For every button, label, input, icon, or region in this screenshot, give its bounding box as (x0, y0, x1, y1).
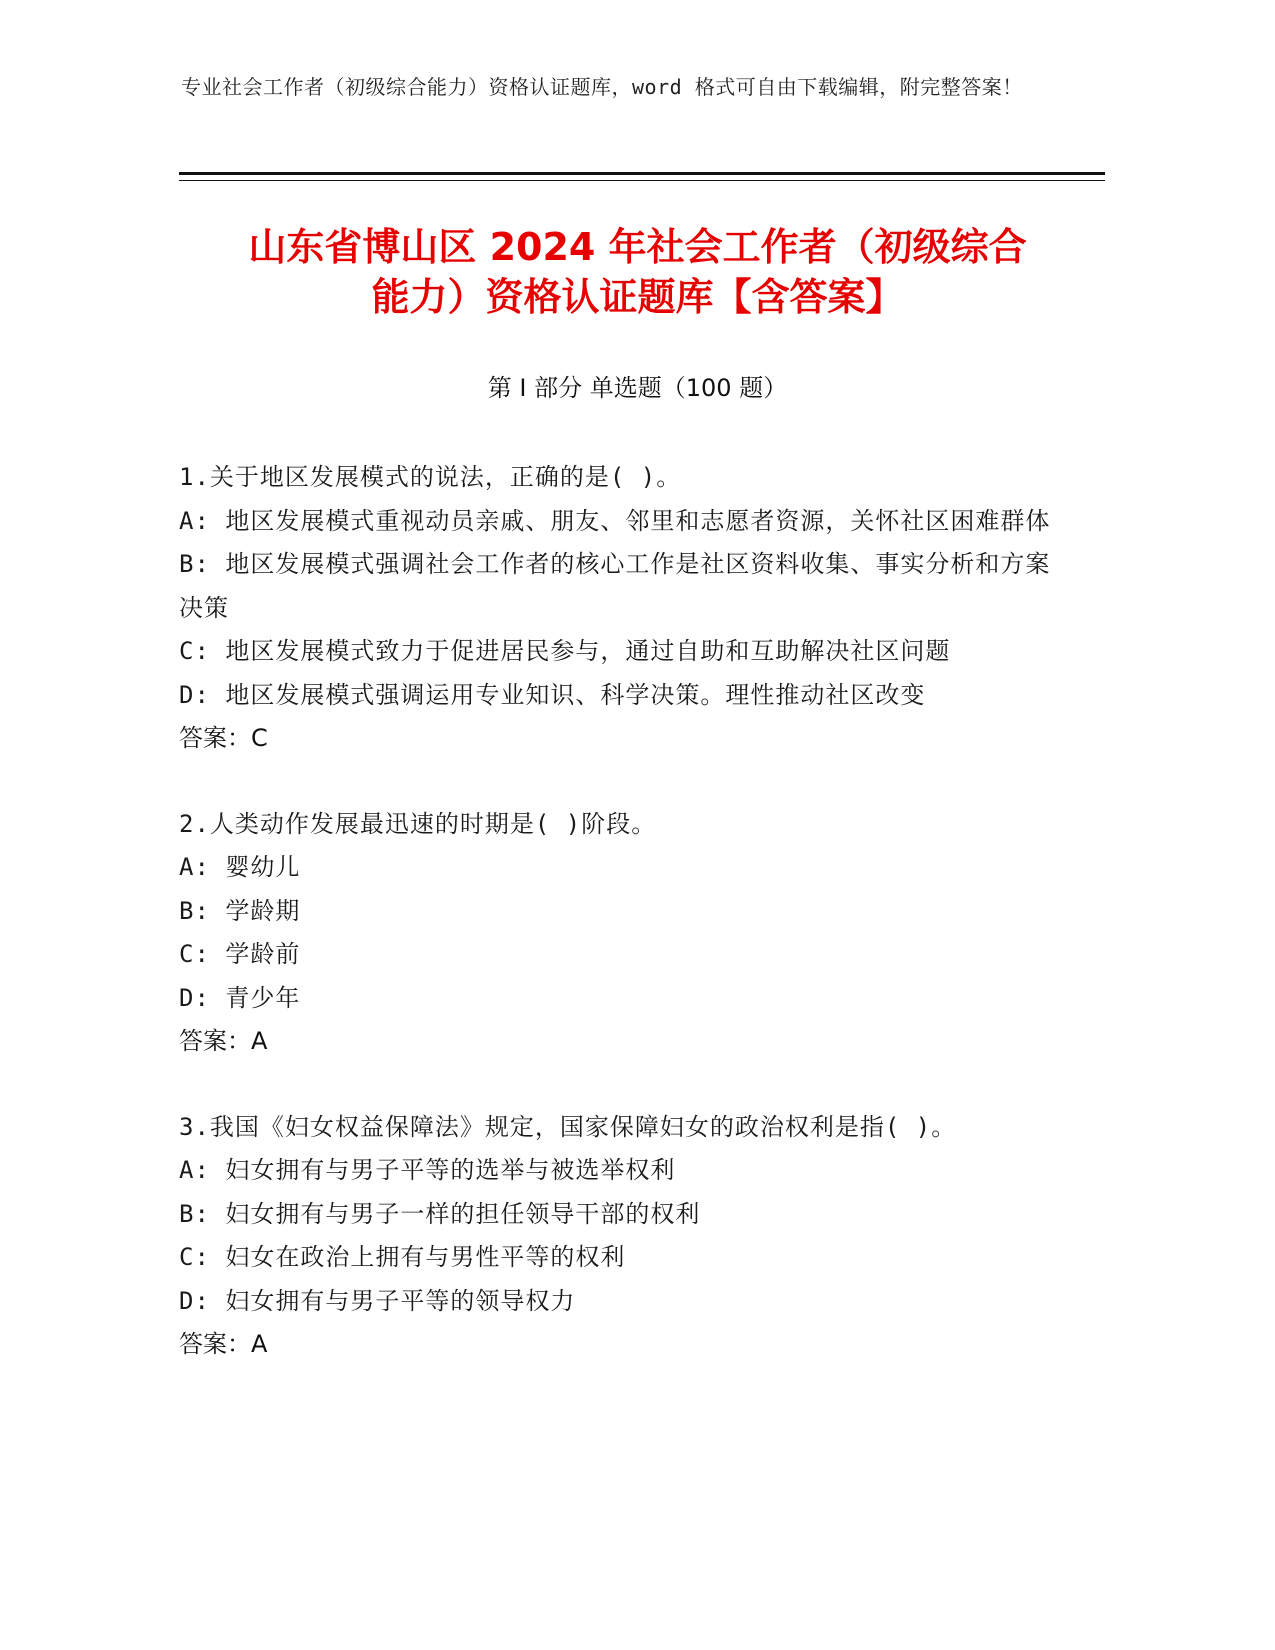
question-stem: 3.我国《妇女权益保障法》规定，国家保障妇女的政治权利是指( )。 (179, 1112, 957, 1141)
option-b: B: 妇女拥有与男子一样的担任领导干部的权利 (179, 1199, 701, 1228)
option-d: D: 青少年 (179, 983, 301, 1012)
header-divider-thin (179, 180, 1105, 181)
question-1 (179, 456, 1059, 761)
question-2 (179, 803, 1059, 1064)
option-c: C: 妇女在政治上拥有与男性平等的权利 (179, 1243, 626, 1271)
document-title-line-2: 能力）资格认证题库【含答案】 (371, 275, 904, 319)
option-c: C: 学龄前 (179, 940, 301, 968)
option-d: D: 地区发展模式强调运用专业知识、科学决策。理性推动社区改变 (179, 680, 926, 709)
question-list (179, 456, 1059, 1409)
answer: 答案：C (179, 724, 268, 752)
option-c: C: 地区发展模式致力于促进居民参与，通过自助和互助解决社区问题 (179, 637, 951, 665)
question-3 (179, 1106, 1059, 1367)
option-a: A: 地区发展模式重视动员亲戚、朋友、邻里和志愿者资源，关怀社区困难群体 (179, 506, 1051, 535)
option-b: B: 地区发展模式强调社会工作者的核心工作是社区资料收集、事实分析和方案决策 (179, 550, 1051, 622)
question-stem: 1.关于地区发展模式的说法，正确的是( )。 (179, 463, 682, 491)
option-d: D: 妇女拥有与男子平等的领导权力 (179, 1286, 576, 1315)
option-a: A: 婴幼儿 (179, 853, 301, 881)
question-stem: 2.人类动作发展最迅速的时期是( )阶段。 (179, 809, 657, 838)
document-title (160, 222, 1115, 322)
document-title-line-1: 山东省博山区 2024 年社会工作者（初级综合 (248, 225, 1027, 269)
answer: 答案：A (179, 1027, 268, 1055)
option-b: B: 学龄期 (179, 896, 301, 925)
answer: 答案：A (179, 1330, 268, 1358)
option-a: A: 妇女拥有与男子平等的选举与被选举权利 (179, 1156, 676, 1184)
header-divider-thick (179, 172, 1105, 175)
section-title: 第 I 部分 单选题（100 题） (487, 374, 788, 402)
header-note: 专业社会工作者（初级综合能力）资格认证题库，word 格式可自由下载编辑，附完整答案！ (181, 75, 1023, 99)
